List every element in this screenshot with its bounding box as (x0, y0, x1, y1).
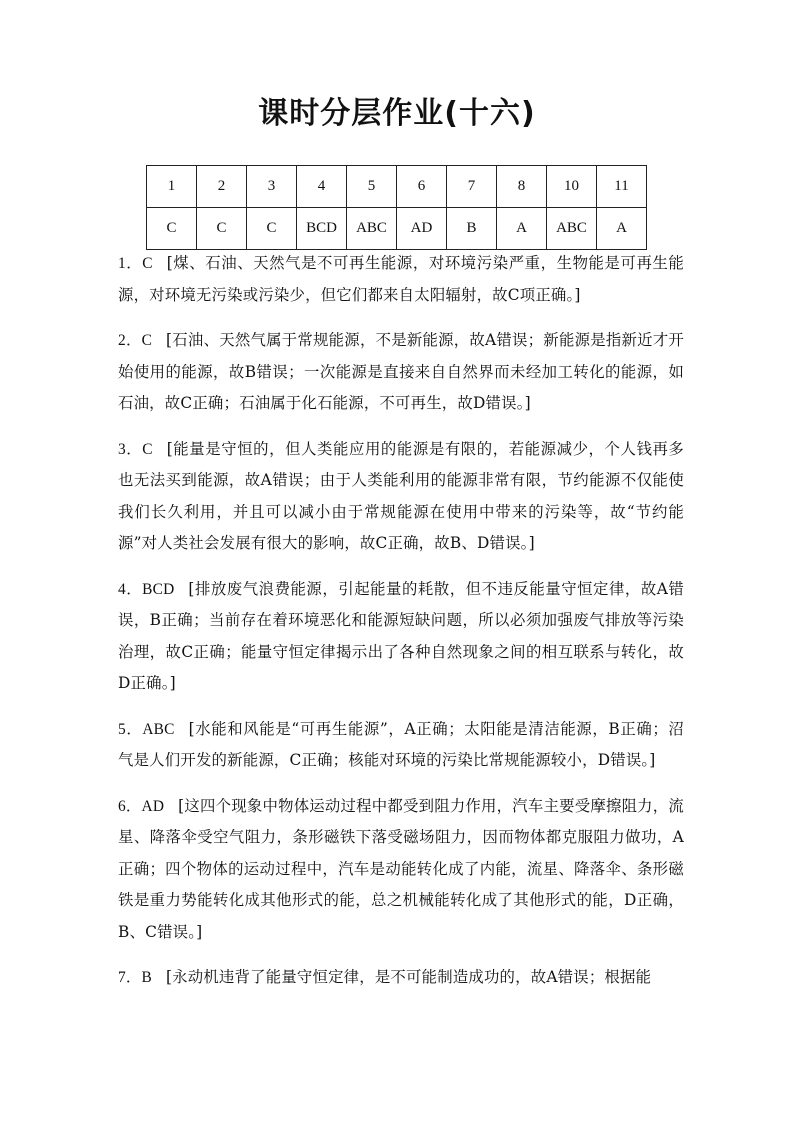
explanation-item (118, 434, 684, 560)
answer-cell: C (247, 208, 297, 250)
explanation-text: [石油、天然气属于常规能源，不是新能源，故A错误；新能源是指新近才开始使用的能源，故B错误；一次能源是直接来自自然界而未经加工转化的能源，如石油，故C正确；石油属于化石能源，不可再生，故D错误。] (118, 331, 684, 412)
question-number: 1 (147, 166, 197, 208)
explanation-item (118, 714, 684, 777)
question-number: 11 (597, 166, 647, 208)
answer-cell: A (597, 208, 647, 250)
explanation-text: [这四个现象中物体运动过程中都受到阻力作用，汽车主要受摩擦阻力，流星、降落伞受空气阻力，条形磁铁下落受磁场阻力，因而物体都克服阻力做功，A正确；四个物体的运动过程中，汽车是动能转化成了内能，流星、降落伞、条形磁铁是重力势能转化成其他形式的能，总之机械能转化成了其他形式的能，D正确，B、C错误。] (118, 796, 684, 941)
explanation-key: 5．ABC (118, 720, 175, 738)
explanation-list (118, 248, 684, 1008)
explanation-key: 4．BCD (118, 580, 175, 598)
answer-cell: AD (397, 208, 447, 250)
answer-cell: BCD (297, 208, 347, 250)
explanation-item (118, 962, 684, 994)
explanation-text: [能量是守恒的，但人类能应用的能源是有限的，若能源减少，个人钱再多也无法买到能源，故A错误；由于人类能利用的能源非常有限，节约能源不仅能使我们长久利用，并且可以减小由于常规能源在使用中带来的污染等，故“节约能源”对人类社会发展有很大的影响，故C正确，故B、D错误。] (118, 439, 685, 552)
explanation-item (118, 248, 684, 311)
answer-cell: C (197, 208, 247, 250)
explanation-key: 1．C (118, 255, 153, 272)
explanation-key: 3．C (118, 440, 153, 458)
question-number: 10 (547, 166, 597, 208)
answer-cell: A (497, 208, 547, 250)
question-number: 3 (247, 166, 297, 208)
answer-cell: B (447, 208, 497, 250)
answer-row (147, 208, 647, 250)
explanation-key: 7．B (118, 969, 152, 986)
explanation-item (118, 791, 684, 949)
explanation-text: [煤、石油、天然气是不可再生能源，对环境污染严重，生物能是可再生能源，对环境无污染或污染少，但它们都来自太阳辐射，故C项正确。] (118, 254, 685, 304)
answer-cell: C (147, 208, 197, 250)
page-title: 课时分层作业(十六) (258, 96, 536, 131)
question-number: 2 (197, 166, 247, 208)
explanation-key: 2．C (118, 332, 153, 349)
explanation-key: 6．AD (118, 797, 165, 815)
question-number: 7 (447, 166, 497, 208)
question-number: 6 (397, 166, 447, 208)
question-number: 4 (297, 166, 347, 208)
explanation-item (118, 325, 684, 420)
question-number: 8 (497, 166, 547, 208)
explanation-text: [水能和风能是“可再生能源”，A正确；太阳能是清洁能源，B正确；沼气是人们开发的新能源，C正确；核能对环境的污染比常规能源较小，D错误。] (118, 719, 684, 769)
explanation-text: [排放废气浪费能源，引起能量的耗散，但不违反能量守恒定律，故A错误，B正确；当前存在着环境恶化和能源短缺问题，所以必须加强废气排放等污染治理，故C正确；能量守恒定律揭示出了各种自然现象之间的相互联系与转化，故D正确。] (118, 579, 684, 692)
explanation-text: [永动机违背了能量守恒定律，是不可能制造成功的，故A错误；根据能 (165, 968, 652, 986)
question-number-row (147, 166, 647, 208)
answer-cell: ABC (347, 208, 397, 250)
explanation-item (118, 574, 684, 700)
answer-cell: ABC (547, 208, 597, 250)
question-number: 5 (347, 166, 397, 208)
answer-table (146, 165, 647, 250)
